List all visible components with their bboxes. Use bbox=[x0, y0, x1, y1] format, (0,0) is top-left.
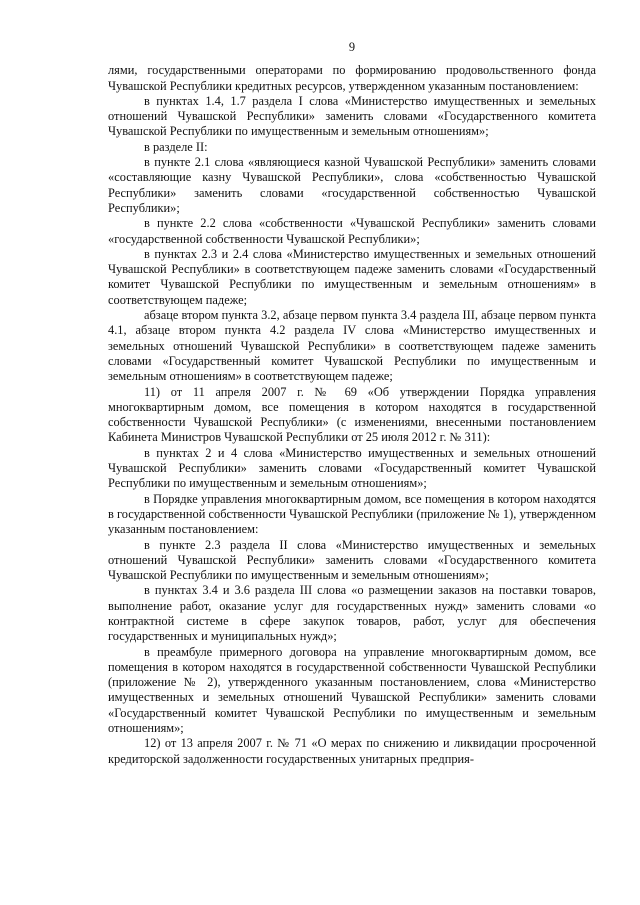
page-number: 9 bbox=[348, 40, 356, 54]
paragraph: абзаце втором пункта 3.2, абзаце первом пункта 3.4 раздела III, абзаце первом пункта 4.1, абзаце втором пункта 4.2 раздела IV слова «Министерство имущественных и земельных отношений Чувашской Республики» в соответствующем падеже заменить словами «Государственный комитет Чувашской Республики по имущественным и земельным отношениям» в соответствующем падеже; bbox=[108, 308, 596, 384]
paragraph: в разделе II: bbox=[144, 139, 208, 154]
paragraph-item-12: 12) от 13 апреля 2007 г. № 71 «О мерах по снижению и ликвидации просроченной кредиторской задолженности государственных унитарных предприя- bbox=[108, 736, 596, 766]
paragraph: в пункте 2.3 раздела II слова «Министерство имущественных и земельных отношений Чувашской Республики» заменить словами «Государственного комитета Чувашской Республики по имущественным и земельным отношениям»; bbox=[108, 537, 596, 583]
paragraph: в пунктах 1.4, 1.7 раздела I слова «Министерство имущественных и земельных отношений Чувашской Республики» заменить словами «Государственного комитета Чувашской Республики по имущественным и земельным отношениям»; bbox=[108, 93, 596, 139]
paragraph-item-11: 11) от 11 апреля 2007 г. № 69 «Об утверждении Порядка управления многоквартирным домом, все помещения в котором находятся в государственной собственности Чувашской Республики» (с изменениями, внесенными постановлением Кабинета Министров Чувашской Республики от 25 июля 2012 г. № 311): bbox=[108, 384, 596, 445]
document-page bbox=[108, 40, 596, 767]
paragraph: в пункте 2.1 слова «являющиеся казной Чувашской Республики» заменить словами «составляющие казну Чувашской Республики», слова «собственностью Чувашской Республики» заменить словами «государственной собственностью Чувашской Республики»; bbox=[108, 155, 596, 215]
paragraph-continuation: лями, государственными операторами по формированию продовольственного фонда Чувашской Республики кредитных ресурсов, утвержденном указанным постановлением: bbox=[108, 63, 596, 93]
paragraph: в преамбуле примерного договора на управление многоквартирным домом, все помещения в котором находятся в государственной собственности Чувашской Республики (приложение № 2), утвержденного указанным постановлением, слова «Министерство имущественных и земельных отношений Чувашской Республики» заменить словами «Государственный комитет Чувашской Республики по имущественным и земельным отношениям»; bbox=[108, 644, 596, 736]
paragraph: в пунктах 3.4 и 3.6 раздела III слова «о размещении заказов на поставки товаров, выполнение работ, оказание услуг для государственных нужд» заменить словами «о контрактной системе в сфере закупок товаров, работ, услуг для обеспечения государственных и муниципальных нужд»; bbox=[108, 583, 596, 644]
paragraph: в пункте 2.2 слова «собственности «Чувашской Республики» заменить словами «государственной собственности Чувашской Республики»; bbox=[108, 216, 596, 246]
paragraph: в пунктах 2.3 и 2.4 слова «Министерство имущественных и земельных отношений Чувашской Республики» в соответствующем падеже заменить словами «Государственный комитет Чувашской Республики по имущественным и земельным отношениям» в соответствующем падеже; bbox=[108, 246, 596, 307]
paragraph: в Порядке управления многоквартирным домом, все помещения в котором находятся в государственной собственности Чувашской Республики (приложение № 1), утвержденном указанным постановлением: bbox=[108, 491, 596, 537]
paragraph: в пунктах 2 и 4 слова «Министерство имущественных и земельных отношений Чувашской Республики» заменить словами «Государственный комитет Чувашской Республики по имущественным и земельным отношениям»; bbox=[108, 445, 596, 491]
